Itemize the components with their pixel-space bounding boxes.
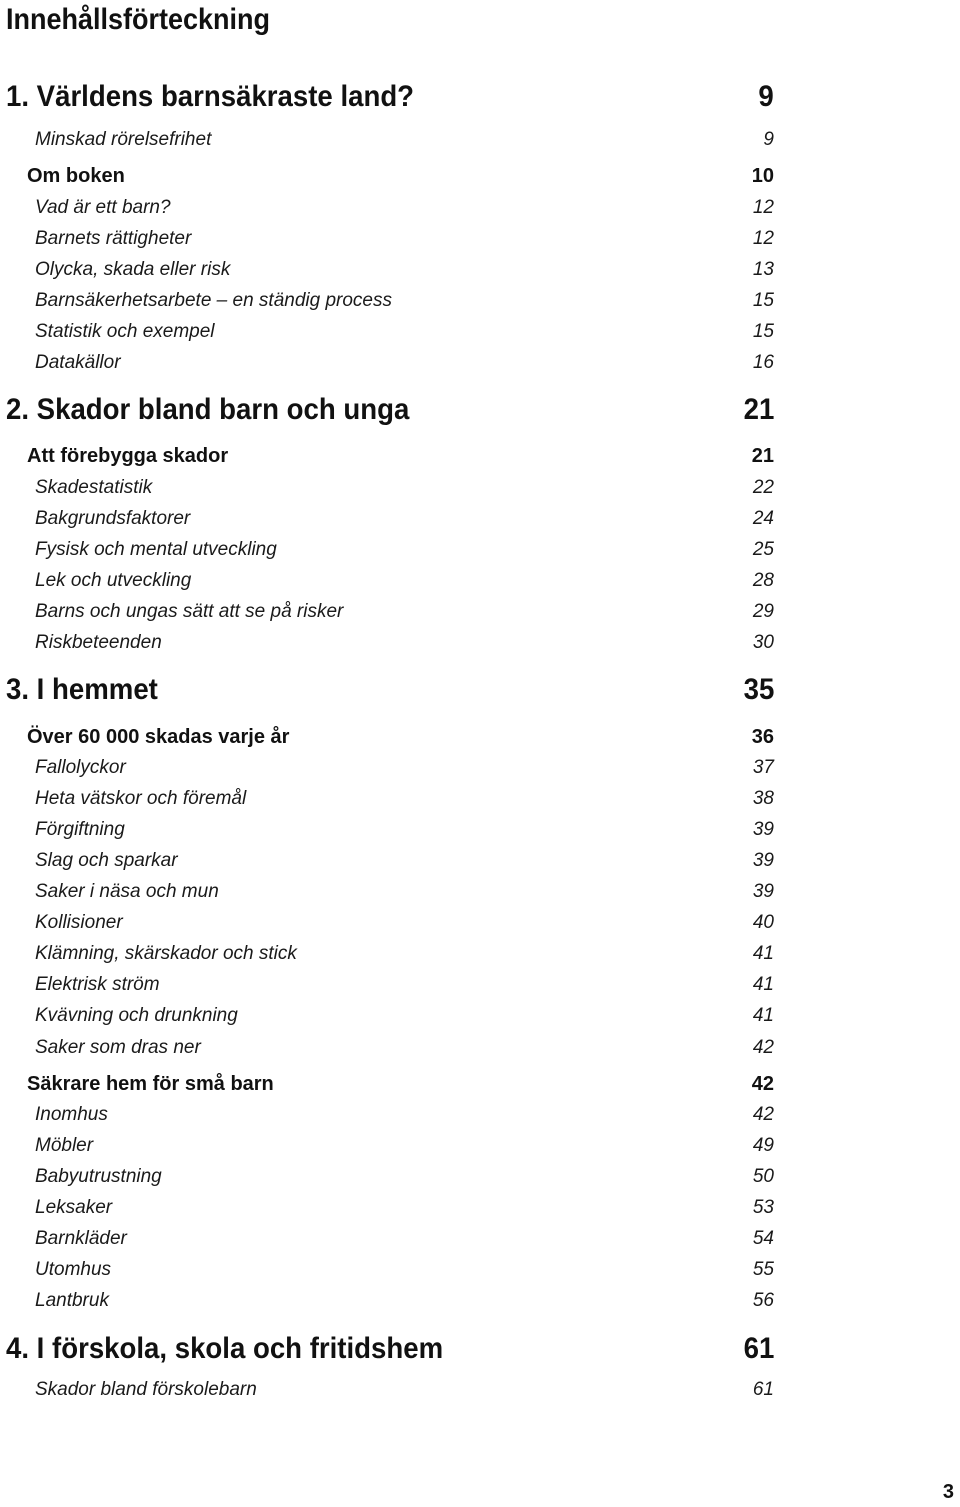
toc-entry-item[interactable] bbox=[35, 755, 774, 781]
toc-entry-label: Saker i näsa och mun bbox=[35, 881, 219, 902]
toc-entry-item[interactable] bbox=[35, 1226, 774, 1252]
toc-entry-page-number: 21 bbox=[743, 393, 774, 426]
toc-entry-label: Skador bland förskolebarn bbox=[35, 1379, 257, 1400]
toc-entry-page-number: 24 bbox=[752, 508, 774, 529]
dot-leader bbox=[395, 313, 750, 314]
dot-leader bbox=[218, 344, 750, 345]
toc-entry-label: Babyutrustning bbox=[35, 1166, 162, 1187]
dot-leader bbox=[111, 1127, 750, 1128]
toc-entry-label: Vad är ett barn? bbox=[35, 197, 171, 218]
toc-entry-item[interactable] bbox=[35, 848, 774, 874]
toc-entry-page-number: 21 bbox=[751, 445, 774, 467]
dot-leader bbox=[280, 562, 750, 563]
toc-entry-label: Säkrare hem för små barn bbox=[27, 1073, 274, 1095]
toc-entry-chapter[interactable] bbox=[6, 390, 774, 430]
toc-entry-label: Leksaker bbox=[35, 1197, 113, 1218]
toc-entry-item[interactable] bbox=[35, 879, 774, 905]
toc-entry-label: 3. I hemmet bbox=[6, 673, 158, 706]
dot-leader bbox=[124, 375, 750, 376]
toc-entry-item[interactable] bbox=[35, 972, 774, 998]
dot-leader bbox=[292, 750, 748, 751]
toc-entry-label: Klämning, skärskador och stick bbox=[35, 943, 297, 964]
toc-entry-label: Saker som dras ner bbox=[35, 1037, 201, 1058]
toc-entry-item[interactable] bbox=[35, 1377, 774, 1403]
toc-entry-page-number: 15 bbox=[752, 290, 774, 311]
toc-entry-label: 1. Världens barnsäkraste land? bbox=[6, 80, 415, 113]
dot-leader bbox=[174, 220, 750, 221]
toc-entry-section[interactable] bbox=[27, 723, 774, 751]
toc-entry-label: Datakällor bbox=[35, 352, 121, 373]
dot-leader bbox=[128, 842, 750, 843]
toc-entry-item[interactable] bbox=[35, 350, 774, 376]
dot-leader bbox=[447, 429, 737, 430]
toc-entry-page-number: 50 bbox=[752, 1166, 774, 1187]
dot-leader bbox=[249, 811, 750, 812]
toc-entry-page-number: 22 bbox=[752, 477, 774, 498]
dot-leader bbox=[96, 1158, 750, 1159]
toc-entry-page-number: 13 bbox=[752, 259, 774, 280]
toc-entry-page-number: 12 bbox=[752, 228, 774, 249]
toc-entry-label: Elektrisk ström bbox=[35, 974, 160, 995]
toc-entry-item[interactable] bbox=[35, 1288, 774, 1314]
toc-entry-page-number: 53 bbox=[752, 1197, 774, 1218]
dot-leader bbox=[114, 1282, 750, 1283]
toc-entry-item[interactable] bbox=[35, 506, 774, 532]
toc-entry-item[interactable] bbox=[35, 127, 774, 153]
toc-entry-label: Minskad rörelsefrihet bbox=[35, 129, 212, 150]
toc-entry-label: Barnsäkerhetsarbete – en ständig process bbox=[35, 290, 392, 311]
toc-entry-page-number: 28 bbox=[752, 570, 774, 591]
toc-entry-label: Olycka, skada eller risk bbox=[35, 259, 231, 280]
toc-entry-label: Lek och utveckling bbox=[35, 570, 192, 591]
toc-entry-item[interactable] bbox=[35, 1195, 774, 1221]
toc-entry-item[interactable] bbox=[35, 1003, 774, 1029]
toc-entry-page-number: 37 bbox=[752, 757, 774, 778]
toc-entry-item[interactable] bbox=[35, 630, 774, 656]
dot-leader bbox=[130, 1251, 750, 1252]
toc-entry-chapter[interactable] bbox=[6, 77, 774, 117]
dot-leader bbox=[155, 500, 750, 501]
dot-leader bbox=[128, 189, 749, 190]
dot-leader bbox=[126, 935, 750, 936]
toc-entry-label: 2. Skador bland barn och unga bbox=[6, 393, 410, 426]
toc-entry-page-number: 42 bbox=[752, 1037, 774, 1058]
toc-entry-label: Fallolyckor bbox=[35, 757, 126, 778]
toc-entry-item[interactable] bbox=[35, 1257, 774, 1283]
toc-entry-page-number: 41 bbox=[752, 1005, 774, 1026]
toc-entry-page-number: 41 bbox=[752, 943, 774, 964]
toc-entry-label: Kvävning och drunkning bbox=[35, 1005, 238, 1026]
toc-entry-item[interactable] bbox=[35, 786, 774, 812]
dot-leader bbox=[484, 1368, 737, 1369]
dot-leader bbox=[174, 709, 738, 710]
toc-entry-page-number: 25 bbox=[752, 539, 774, 560]
toc-entry-label: Inomhus bbox=[35, 1104, 108, 1125]
toc-entry-label: 4. I förskola, skola och fritidshem bbox=[6, 1332, 444, 1365]
toc-entry-label: Utomhus bbox=[35, 1259, 112, 1280]
dot-leader bbox=[165, 1189, 750, 1190]
toc-entry-page-number: 42 bbox=[751, 1073, 774, 1095]
dot-leader bbox=[194, 251, 750, 252]
toc-entry-label: Heta vätskor och föremål bbox=[35, 788, 247, 809]
toc-entry-item[interactable] bbox=[35, 226, 774, 252]
toc-entry-chapter[interactable] bbox=[6, 670, 774, 710]
toc-entry-label: Statistik och exempel bbox=[35, 321, 215, 342]
dot-leader bbox=[241, 1028, 750, 1029]
toc-entry-page-number: 54 bbox=[752, 1228, 774, 1249]
toc-entry-item[interactable] bbox=[35, 319, 774, 345]
toc-entry-page-number: 41 bbox=[752, 974, 774, 995]
toc-entry-item[interactable] bbox=[35, 1164, 774, 1190]
toc-entry-item[interactable] bbox=[35, 910, 774, 936]
dot-leader bbox=[277, 1097, 749, 1098]
toc-entry-label: Bakgrundsfaktorer bbox=[35, 508, 191, 529]
toc-entry-label: Om boken bbox=[27, 165, 125, 187]
dot-leader bbox=[222, 904, 750, 905]
toc-entry-item[interactable] bbox=[35, 195, 774, 221]
toc-entry-page-number: 12 bbox=[752, 197, 774, 218]
toc-entry-page-number: 35 bbox=[743, 673, 774, 706]
toc-entry-page-number: 56 bbox=[752, 1290, 774, 1311]
toc-entry-label: Att förebygga skador bbox=[27, 445, 229, 467]
dot-leader bbox=[346, 624, 749, 625]
toc-entry-label: Barns och ungas sätt att se på risker bbox=[35, 601, 344, 622]
toc-entry-item[interactable] bbox=[35, 599, 774, 625]
toc-entry-item[interactable] bbox=[35, 288, 774, 314]
toc-entry-page-number: 39 bbox=[752, 819, 774, 840]
toc-entry-label: Barnkläder bbox=[35, 1228, 127, 1249]
dot-leader bbox=[233, 282, 750, 283]
toc-entry-item[interactable] bbox=[35, 817, 774, 843]
toc-entry-item[interactable] bbox=[35, 568, 774, 594]
toc-entry-page-number: 9 bbox=[763, 129, 774, 150]
dot-leader bbox=[163, 997, 750, 998]
toc-entry-page-number: 36 bbox=[751, 726, 774, 748]
toc-entry-section[interactable] bbox=[27, 1070, 774, 1098]
toc-entry-label: Lantbruk bbox=[35, 1290, 109, 1311]
toc-entry-item[interactable] bbox=[35, 1102, 774, 1128]
toc-entry-page-number: 16 bbox=[752, 352, 774, 373]
dot-leader bbox=[204, 1060, 750, 1061]
dot-leader bbox=[260, 1402, 750, 1403]
toc-entry-item[interactable] bbox=[35, 537, 774, 563]
toc-entry-item[interactable] bbox=[35, 475, 774, 501]
toc-entry-label: Över 60 000 skadas varje år bbox=[27, 726, 290, 748]
dot-leader bbox=[214, 152, 760, 153]
toc-entry-section[interactable] bbox=[27, 162, 774, 190]
toc-entry-item[interactable] bbox=[35, 941, 774, 967]
dot-leader bbox=[300, 966, 750, 967]
toc-entry-label: Möbler bbox=[35, 1135, 94, 1156]
toc-entry-section[interactable] bbox=[27, 442, 774, 470]
dot-leader bbox=[231, 469, 749, 470]
toc-entry-page-number: 49 bbox=[752, 1135, 774, 1156]
toc-entry-label: Förgiftning bbox=[35, 819, 125, 840]
toc-entry-label: Skadestatistik bbox=[35, 477, 153, 498]
toc-entry-label: Barnets rättigheter bbox=[35, 228, 192, 249]
toc-entry-page-number: 42 bbox=[752, 1104, 774, 1125]
dot-leader bbox=[194, 593, 750, 594]
toc-entry-label: Slag och sparkar bbox=[35, 850, 178, 871]
toc-entry-page-number: 9 bbox=[758, 80, 774, 113]
toc-entry-label: Fysisk och mental utveckling bbox=[35, 539, 277, 560]
toc-entry-page-number: 30 bbox=[752, 632, 774, 653]
toc-entry-label: Kollisioner bbox=[35, 912, 123, 933]
toc-entry-item[interactable] bbox=[35, 1133, 774, 1159]
toc-entry-label: Riskbeteenden bbox=[35, 632, 162, 653]
toc-entry-page-number: 29 bbox=[752, 601, 774, 622]
toc-entry-page-number: 61 bbox=[743, 1332, 774, 1365]
toc-entry-page-number: 10 bbox=[751, 165, 774, 187]
dot-leader bbox=[165, 655, 750, 656]
toc-entry-page-number: 55 bbox=[752, 1259, 774, 1280]
toc-entry-item[interactable] bbox=[35, 257, 774, 283]
dot-leader bbox=[112, 1313, 750, 1314]
toc-entry-page-number: 39 bbox=[752, 850, 774, 871]
toc-entry-page-number: 61 bbox=[752, 1379, 774, 1400]
toc-entry-page-number: 38 bbox=[752, 788, 774, 809]
dot-leader bbox=[193, 531, 750, 532]
dot-leader bbox=[129, 780, 750, 781]
toc-entry-page-number: 15 bbox=[752, 321, 774, 342]
dot-leader bbox=[453, 116, 755, 117]
page-title: Innehållsförteckning bbox=[6, 3, 271, 36]
dot-leader bbox=[115, 1220, 750, 1221]
toc-entry-item[interactable] bbox=[35, 1035, 774, 1061]
toc-entry-page-number: 40 bbox=[752, 912, 774, 933]
toc-entry-page-number: 39 bbox=[752, 881, 774, 902]
page-number: 3 bbox=[942, 1481, 954, 1503]
toc-entry-chapter[interactable] bbox=[6, 1329, 774, 1369]
dot-leader bbox=[181, 873, 750, 874]
